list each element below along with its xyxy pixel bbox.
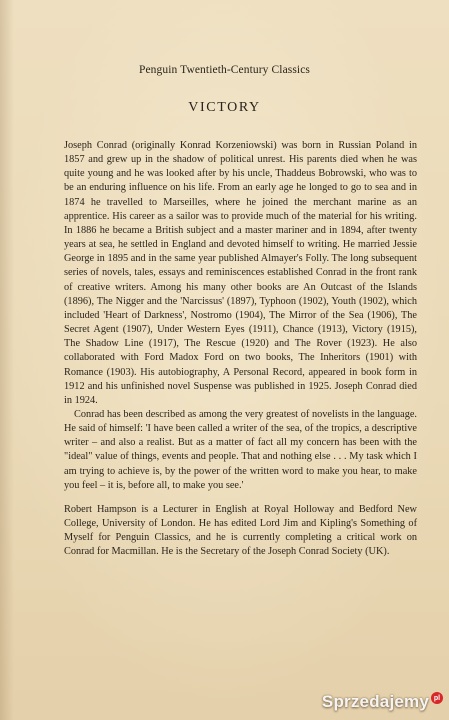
author-quote-paragraph: Conrad has been described as among the very greatest of novelists in the language. He said of himself: 'I have been called a writer of the sea, of the tropics, a descriptive writer – and also a realist. But as a matter of fact all my concern has been with the "ideal" value of things, events and people. That and nothing else . . . My task which I am trying to achieve is, by the power of the written word to make you hear, to make you feel – it is, before all, to make you see.' bbox=[64, 408, 417, 491]
watermark-badge: pl bbox=[431, 692, 443, 704]
watermark-text: Sprzedajemy bbox=[321, 692, 429, 711]
front-matter-text bbox=[64, 139, 417, 560]
book-title: VICTORY bbox=[188, 100, 261, 115]
editor-biography-paragraph: Robert Hampson is a Lecturer in English at Royal Holloway and Bedford New College, University of London. He has edited Lord Jim and Kipling's Something of Myself for Penguin Classics, and he is currently completing a critical work on Conrad for Macmillan. He is the Secretary of the Joseph Conrad Society (UK). bbox=[64, 503, 417, 558]
author-biography-paragraph: Joseph Conrad (originally Konrad Korzeniowski) was born in Russian Poland in 1857 and grew up in the shadow of political unrest. His parents died when he was quite young and he was looked after by his uncle, Thaddeus Bobrowski, who was to be an enduring influence on his life. From an early age he longed to go to sea and in 1874 he travelled to Marseilles, where he joined the merchant marine as an apprentice. His career as a sailor was to provide much of the material for his writing. In 1886 he became a British subject and a master mariner and in 1894, after twenty years at sea, he settled in England and devoted himself to writing. He married Jessie George in 1895 and in the same year published Almayer's Folly. The long subsequent series of novels, tales, essays and reminiscences established Conrad in the front rank of creative writers. Among his many other books are An Outcast of the Islands (1896), The Nigger and the 'Narcissus' (1897), Typhoon (1902), Youth (1902), which included 'Heart of Darkness', Nostromo (1904), The Mirror of the Sea (1906), The Secret Agent (1907), Under Western Eyes (1911), Chance (1913), Victory (1915), The Shadow Line (1917), The Rescue (1920) and The Rover (1923). He also collaborated with Ford Madox Ford on two books, The Inheritors (1901) with Romance (1903). His autobiography, A Personal Record, appeared in book form in 1912 and his unfinished novel Suspense was published in 1925. Joseph Conrad died in 1924. bbox=[64, 140, 417, 406]
series-name: Penguin Twentieth-Century Classics bbox=[138, 64, 311, 76]
watermark-logo bbox=[322, 692, 443, 712]
